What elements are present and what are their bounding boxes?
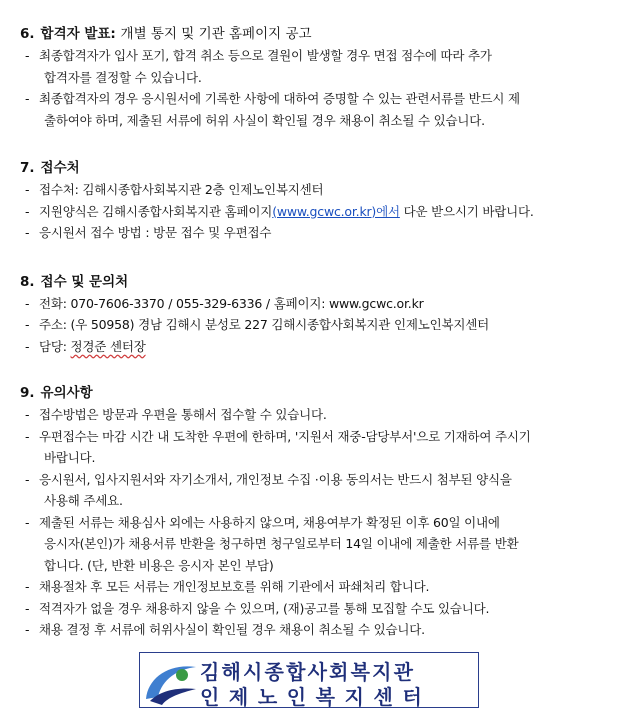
- list-item-text: 채용절차 후 모든 서류는 개인정보보호를 위해 기관에서 파쇄처리 합니다.: [39, 579, 430, 594]
- homepage-link[interactable]: (www.gcwc.or.kr)에서: [272, 203, 400, 219]
- list-item-text: 제출된 서류는 채용심사 외에는 사용하지 않으며, 채용여부가 확정된 이후 60일 이내에: [39, 514, 500, 530]
- list-item: - 우편접수는 마감 시간 내 도착한 우편에 한하며, '지원서 재중-담당부서'으로 기재하여 주시기: [25, 428, 531, 444]
- section-heading: [20, 23, 630, 45]
- list-item-text: 적격자가 없을 경우 채용하지 않을 수 있으며, (재)공고를 통해 모집할 수도 있습니다.: [39, 600, 490, 616]
- list-item-text: 담당:: [39, 338, 71, 354]
- section-notes: [20, 382, 630, 641]
- list-item-text: 응시원서 접수 방법 : 방문 접수 및 우편접수: [39, 225, 272, 240]
- section-number: 9.: [20, 385, 35, 401]
- list-item-continuation: [20, 447, 630, 469]
- list-item-continuation: [20, 67, 630, 89]
- list-item-text: 응시원서, 입사지원서와 자기소개서, 개인정보 수집 ·이용 동의서는 반드시 첨부된 양식을: [39, 471, 512, 487]
- section-number: 6.: [20, 26, 35, 42]
- list-item: - 지원양식은 김해시종합사회복지관 홈페이지(www.gcwc.or.kr)에서 다운 받으시기 바랍니다.: [25, 203, 534, 219]
- list-item-text: 전화: 070-7606-3370 / 055-329-6336 / 홈페이지: www.gcwc.or.kr: [39, 295, 424, 311]
- list-item-text: 합니다. (단, 반환 비용은 응시자 본인 부담): [44, 557, 274, 573]
- list-item-text: 사용해 주세요.: [44, 493, 123, 508]
- logo-line-2: 인제노인복지센터: [200, 685, 432, 709]
- section-title: 접수 및 문의처: [40, 273, 129, 290]
- center-logo: [139, 652, 479, 708]
- list-item-continuation: [20, 110, 630, 132]
- list-item-continuation: [20, 490, 630, 512]
- list-item-text: 우편접수는 마감 시간 내 도착한 우편에 한하며, '지원서 재중-담당부서'으로 기재하여 주시기: [39, 428, 531, 444]
- list-item: - 응시원서, 입사지원서와 자기소개서, 개인정보 수집 ·이용 동의서는 반드시 첨부된 양식을: [25, 471, 512, 487]
- list-item-continuation: [20, 555, 630, 577]
- logo-line-1: 김해시종합사회복지관: [200, 660, 416, 684]
- list-item: - 접수처: 김해시종합사회복지관 2층 인제노인복지센터: [25, 182, 324, 197]
- section-title: 합격자 발표:: [40, 26, 116, 42]
- list-item-text: 최종합격자가 입사 포기, 합격 취소 등으로 결원이 발생할 경우 면접 점수에 따라 추가: [39, 48, 492, 63]
- list-item-text: 접수방법은 방문과 우편을 통해서 접수할 수 있습니다.: [39, 407, 327, 422]
- list-item: - 최종합격자의 경우 응시원서에 기록한 사항에 대하여 증명할 수 있는 관련서류를 반드시 제: [25, 91, 520, 106]
- list-item: - 제출된 서류는 채용심사 외에는 사용하지 않으며, 채용여부가 확정된 이후 60일 이내에: [25, 514, 500, 530]
- list-item: - 채용 결정 후 서류에 허위사실이 확인될 경우 채용이 취소될 수 있습니다.: [25, 622, 425, 637]
- list-item: - 담당: 정경준 센터장: [25, 338, 146, 354]
- section-announcement: [20, 23, 630, 131]
- list-item-text: 다운 받으시기 바랍니다.: [399, 203, 534, 219]
- staff-name: 정경준 센터장: [70, 338, 146, 354]
- list-item-text: 지원양식은 김해시종합사회복지관 홈페이지: [39, 203, 273, 219]
- list-item: - 전화: 070-7606-3370 / 055-329-6336 / 홈페이지: www.gcwc.or.kr: [25, 295, 424, 311]
- section-heading: [20, 382, 630, 404]
- list-item-text: 주소: (우 50958) 경남 김해시 분성로 227 김해시종합사회복지관 인제노인복지센터: [39, 317, 489, 332]
- list-item: - 주소: (우 50958) 경남 김해시 분성로 227 김해시종합사회복지관 인제노인복지센터: [25, 317, 489, 332]
- list-item: - 응시원서 접수 방법 : 방문 접수 및 우편접수: [25, 225, 272, 240]
- section-heading: [20, 157, 630, 179]
- list-item-text: 출하여야 하며, 제출된 서류에 허위 사실이 확인될 경우 채용이 취소될 수 있습니다.: [44, 112, 485, 128]
- section-title-detail: 개별 통지 및 기관 홈페이지 공고: [120, 26, 312, 42]
- list-item-text: 바랍니다.: [44, 450, 96, 465]
- list-item: - 적격자가 없을 경우 채용하지 않을 수 있으며, (재)공고를 통해 모집할 수도 있습니다.: [25, 600, 490, 616]
- list-item-text: 접수처: 김해시종합사회복지관 2층 인제노인복지센터: [39, 182, 324, 197]
- list-item-text: 합격자를 결정할 수 있습니다.: [44, 69, 202, 85]
- list-item-text: 최종합격자의 경우 응시원서에 기록한 사항에 대하여 증명할 수 있는 관련서류를 반드시 제: [39, 91, 520, 106]
- list-item: - 접수방법은 방문과 우편을 통해서 접수할 수 있습니다.: [25, 407, 327, 422]
- document-body: [20, 23, 630, 641]
- section-contact: [20, 271, 630, 358]
- section-title: 유의사항: [40, 385, 93, 401]
- section-submission-place: [20, 157, 630, 244]
- list-item: - 채용절차 후 모든 서류는 개인정보보호를 위해 기관에서 파쇄처리 합니다.: [25, 579, 430, 594]
- section-number: 7.: [20, 160, 35, 176]
- section-heading: [20, 271, 630, 293]
- list-item-text: 채용 결정 후 서류에 허위사실이 확인될 경우 채용이 취소될 수 있습니다.: [39, 622, 425, 637]
- section-title: 접수처: [40, 160, 80, 176]
- section-number: 8.: [20, 273, 35, 290]
- list-item: - 최종합격자가 입사 포기, 합격 취소 등으로 결원이 발생할 경우 면접 점수에 따라 추가: [25, 48, 492, 63]
- list-item-text: 응시자(본인)가 채용서류 반환을 청구하면 청구일로부터 14일 이내에 제출한 서류를 반환: [44, 536, 519, 551]
- list-item-continuation: [20, 533, 630, 555]
